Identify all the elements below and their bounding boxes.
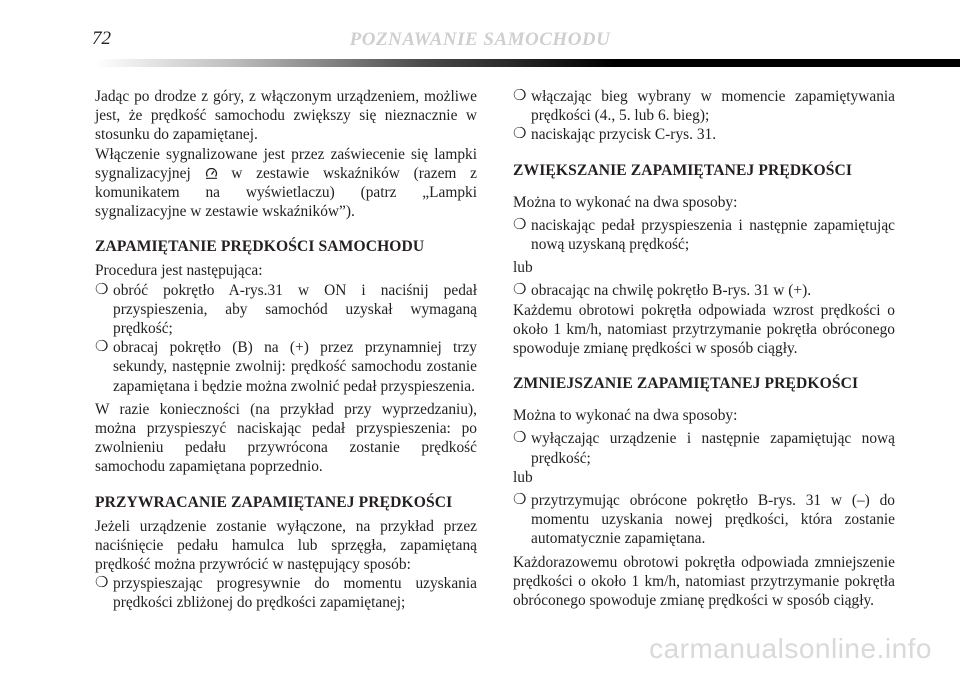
intro-text-1: Włączenie sygnalizowane jest przez zaświecenie się lampki sygnalizacyjnej [95, 145, 477, 182]
list-item-text: obróć pokrętło A-rys.31 w ON i naciśnij pedał przyspieszenia, aby samochód uzyskał wymaganą prędkość; [113, 281, 477, 338]
procedure-intro: Procedura jest następująca: [95, 262, 263, 280]
intro-paragraph-lamp [95, 145, 477, 222]
increase-paragraph: Każdemu obrotowi pokrętła odpowiada wzrost prędkości o około 1 km/h, natomiast przytrzymanie pokrętła obróconego spowoduje zmianę prędkości w sposób ciągły. [513, 301, 895, 358]
running-title: POZNAWANIE SAMOCHODU [349, 29, 611, 50]
page-number: 72 [92, 28, 111, 49]
list-item-text: przyspieszając progresywnie do momentu uzyskania prędkości zbliżonej do prędkości zapamiętanej; [113, 575, 477, 612]
bullet-icon: ❍ [95, 281, 109, 298]
list-item-text: obracaj pokrętło (B) na (+) przez przynamniej trzy sekundy, następnie zwolnij: prędkość samochodu zostanie zapamiętana i będzie można zwolnić pedał przyspieszenia. [113, 339, 477, 395]
list-item [95, 281, 477, 339]
increase-intro: Można to wykonać na dwa sposoby: [513, 193, 738, 211]
bullet-icon: ❍ [513, 126, 527, 143]
list-item [513, 281, 895, 300]
list-item [513, 429, 895, 467]
heading-restore-speed: PRZYWRACANIE ZAPAMIĘTANEJ PRĘDKOŚCI [95, 493, 453, 511]
heading-increase-speed: ZWIĘKSZANIE ZAPAMIĘTANEJ PRĘDKOŚCI [513, 161, 853, 179]
list-item [513, 125, 895, 144]
decrease-paragraph: Każdorazowemu obrotowi pokrętła odpowiada zmniejszenie prędkości o około 1 km/h, natomiast przytrzymanie pokrętła obróconego spowoduje zmianę prędkości w sposób ciągły. [513, 553, 895, 610]
right-column [513, 87, 895, 610]
decrease-intro: Można to wykonać na dwa sposoby: [513, 407, 738, 425]
cruise-control-lamp-icon [205, 165, 218, 176]
overtaking-paragraph: W razie konieczności (na przykład przy wyprzedzaniu), można przyspieszyć naciskając pedał przyspieszenia: po zwolnieniu pedału przywrócona zostanie prędkość samochodu zapamiętana poprzednio. [95, 400, 477, 476]
list-item [95, 574, 477, 612]
heading-decrease-speed: ZMNIEJSZANIE ZAPAMIĘTANEJ PRĘDKOŚCI [513, 375, 859, 393]
list-item [513, 87, 895, 125]
list-item-text: przytrzymując obrócone pokrętło B-rys. 31 w (–) do momentu uzyskania nowej prędkości, która zostanie automatycznie zapamiętana. [531, 492, 895, 548]
list-item-text: obracając na chwilę pokrętło B-rys. 31 w (+). [531, 282, 812, 300]
restore-paragraph: Jeżeli urządzenie zostanie wyłączone, na przykład przez naciśnięcie pedału hamulca lub sprzęgła, zapamiętaną prędkość można przywrócić w następujący sposób: [95, 517, 477, 574]
list-item-text: wyłączając urządzenie i następnie zapamiętując nową prędkość; [531, 430, 895, 467]
header-rule [95, 59, 960, 67]
bullet-icon: ❍ [513, 430, 527, 447]
left-column [95, 87, 477, 613]
bullet-icon: ❍ [95, 339, 109, 356]
or-text: lub [513, 468, 533, 486]
list-item-text: naciskając pedał przyspieszenia i następnie zapamiętując nową uzyskaną prędkość; [531, 216, 895, 254]
list-item-text: włączając bieg wybrany w momencie zapamiętywania prędkości (4., 5. lub 6. bieg); [531, 88, 895, 125]
bullet-icon: ❍ [513, 88, 527, 104]
or-text: lub [513, 259, 533, 277]
heading-store-speed: ZAPAMIĘTANIE PRĘDKOŚCI SAMOCHODU [95, 238, 425, 256]
bullet-icon: ❍ [95, 575, 109, 592]
list-item [513, 491, 895, 549]
list-item [513, 216, 895, 254]
bullet-icon: ❍ [513, 282, 527, 299]
list-item-text: naciskając przycisk C-rys. 31. [531, 126, 717, 144]
watermark: carmanualsonline.info [649, 633, 932, 664]
intro-paragraph: Jadąc po drodze z góry, z włączonym urządzeniem, możliwe jest, że prędkość samochodu zwiększy się nieznacznie w stosunku do zapamiętanej. [95, 88, 477, 144]
intro-text-2: w zestawie wskaźników (razem z komunikatem na wyświetlaczu) (patrz „Lampki sygnalizacyjne w zestawie wskaźników”). [95, 164, 477, 221]
bullet-icon: ❍ [513, 492, 527, 509]
bullet-icon: ❍ [513, 216, 527, 233]
list-item [95, 338, 477, 396]
